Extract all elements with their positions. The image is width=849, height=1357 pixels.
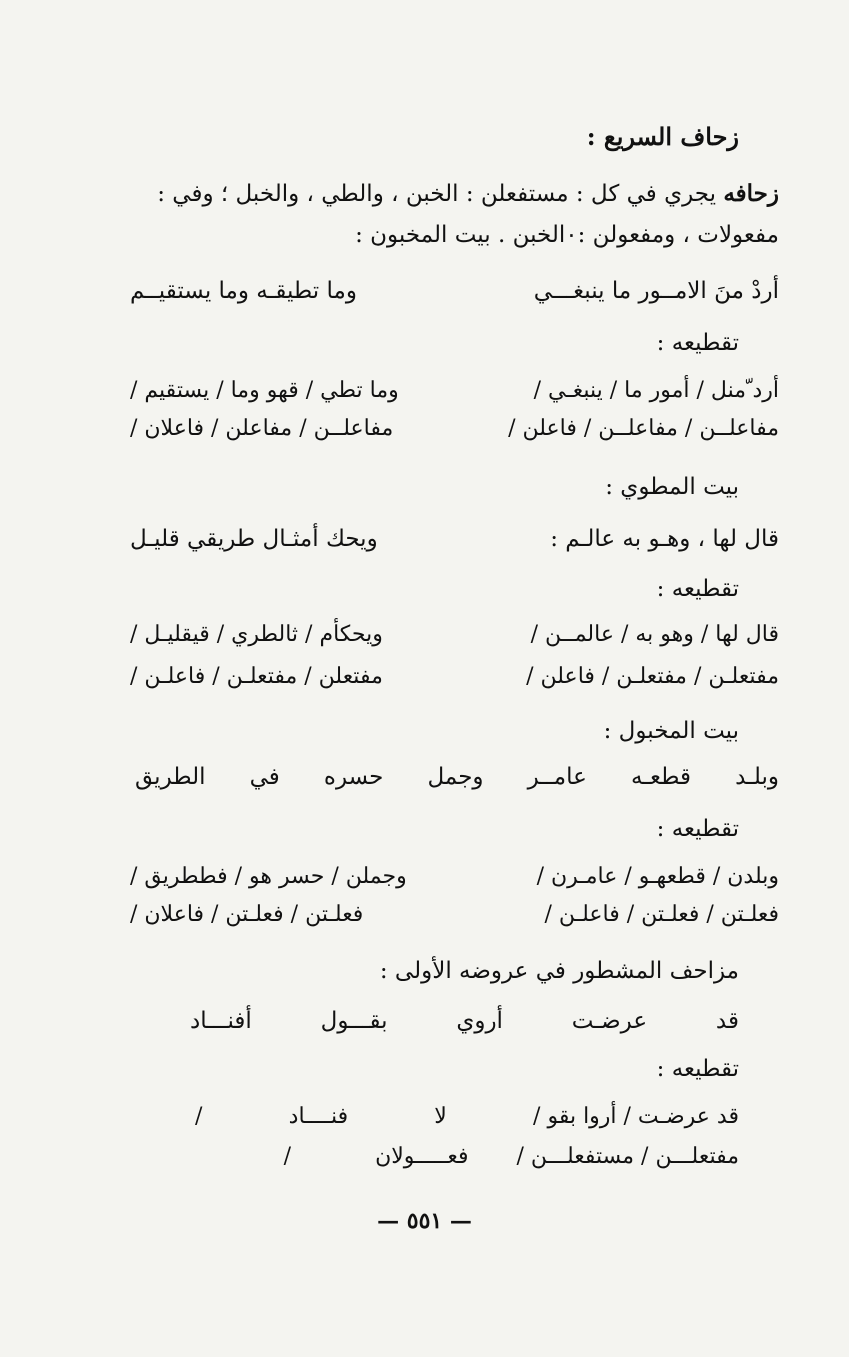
verse-1: [130, 278, 779, 304]
scansion-second-half: وما تطي / قهو وما / يستقيم /: [130, 378, 399, 403]
verse-word: عامــر: [527, 764, 587, 790]
scansion-label: تقطيعه :: [656, 576, 739, 602]
subsection-title: بيت المخبول :: [603, 718, 739, 744]
verse-word: أروي: [456, 1008, 503, 1034]
verse-word: وبلـد: [735, 764, 779, 790]
verse-word: بقـــول: [320, 1008, 388, 1034]
verse-word: وجمل: [427, 764, 484, 790]
verse-word: حسره: [323, 764, 384, 790]
meter-segment: فعـــــولان: [375, 1144, 469, 1169]
meter-first-half: مفاعلــن / مفاعلــن / فاعلن /: [508, 416, 779, 441]
intro-line-1: [157, 180, 779, 207]
scansion-row: [195, 1104, 739, 1129]
verse-1-second-hemistich: وما تطيقـه وما يستقيــم: [130, 278, 357, 304]
verse-4: [190, 1008, 739, 1034]
meter-segment: /: [283, 1144, 292, 1169]
scansion-second-half: وجملن / حسر هو / فططريق /: [130, 864, 407, 889]
scansion-label: تقطيعه :: [656, 1056, 739, 1082]
subsection-title: بيت المطوي :: [605, 474, 739, 500]
subsection-title: مزاحف المشطور في عروضه الأولى :: [379, 958, 739, 984]
scansion-segment: /: [195, 1104, 203, 1129]
intro-line-1-text: يجري في كل : مستفعلن : الخبن ، والطي ، والخبل ؛ وفي :: [157, 181, 724, 207]
scansion-first-half: أرد ّمنل / أمور ما / ينبغـي /: [533, 378, 779, 403]
meter-row: [284, 1144, 739, 1169]
scansion-first-half: قال لها / وهو به / عالمــن /: [530, 622, 779, 647]
meter-first-half: فعلـتن / فعلـتن / فاعلـن /: [544, 902, 779, 927]
scansion-row: [130, 378, 779, 403]
intro-bold-word: زحافه: [723, 180, 779, 207]
verse-word: أفنـــاد: [190, 1008, 252, 1034]
section-heading: زحاف السريع :: [586, 122, 739, 151]
scansion-second-half: ويحكأم / ثالطري / قيقليـل /: [130, 622, 383, 647]
scansion-row: [130, 622, 779, 647]
verse-word: قد: [715, 1008, 739, 1034]
meter-first-half: مفتعلـن / مفتعلـن / فاعلن /: [526, 664, 779, 689]
page-number: — ٥٥١ —: [377, 1208, 472, 1234]
meter-row: [130, 664, 779, 689]
verse-word: قطعـه: [630, 764, 691, 790]
verse-word: عرضـت: [571, 1008, 648, 1034]
meter-segment: مفتعلـــن / مستفعلـــن /: [516, 1144, 739, 1169]
verse-2-second-hemistich: ويحك أمثـال طريقي قليـل: [130, 526, 378, 552]
meter-second-half: مفتعلن / مفتعلـن / فاعلـن /: [130, 664, 383, 689]
meter-row: [130, 902, 779, 927]
scansion-row: [130, 864, 779, 889]
scansion-segment: قد عرضـت / أروا بقو /: [533, 1104, 739, 1129]
verse-3: [135, 764, 779, 790]
verse-word: الطريق: [135, 764, 206, 790]
meter-row: [130, 416, 779, 441]
intro-line-2: مفعولات ، ومفعولن :٠الخبن . بيت المخبون :: [355, 222, 779, 248]
verse-1-first-hemistich: أردْ منَ الامــور ما ينبغـــي: [533, 278, 779, 304]
scansion-first-half: وبلدن / قطعهـو / عامـرن /: [536, 864, 779, 889]
verse-word: في: [249, 764, 280, 790]
scansion-label: تقطيعه :: [656, 330, 739, 356]
meter-second-half: مفاعلــن / مفاعلن / فاعلان /: [130, 416, 394, 441]
verse-2: [130, 526, 779, 552]
verse-2-first-hemistich: قال لها ، وهـو به عالـم :: [550, 526, 779, 552]
scansion-segment: فنــــاد: [288, 1104, 349, 1129]
meter-second-half: فعلـتن / فعلـتن / فاعلان /: [130, 902, 364, 927]
scansion-segment: لا: [434, 1104, 447, 1129]
scansion-label: تقطيعه :: [656, 816, 739, 842]
